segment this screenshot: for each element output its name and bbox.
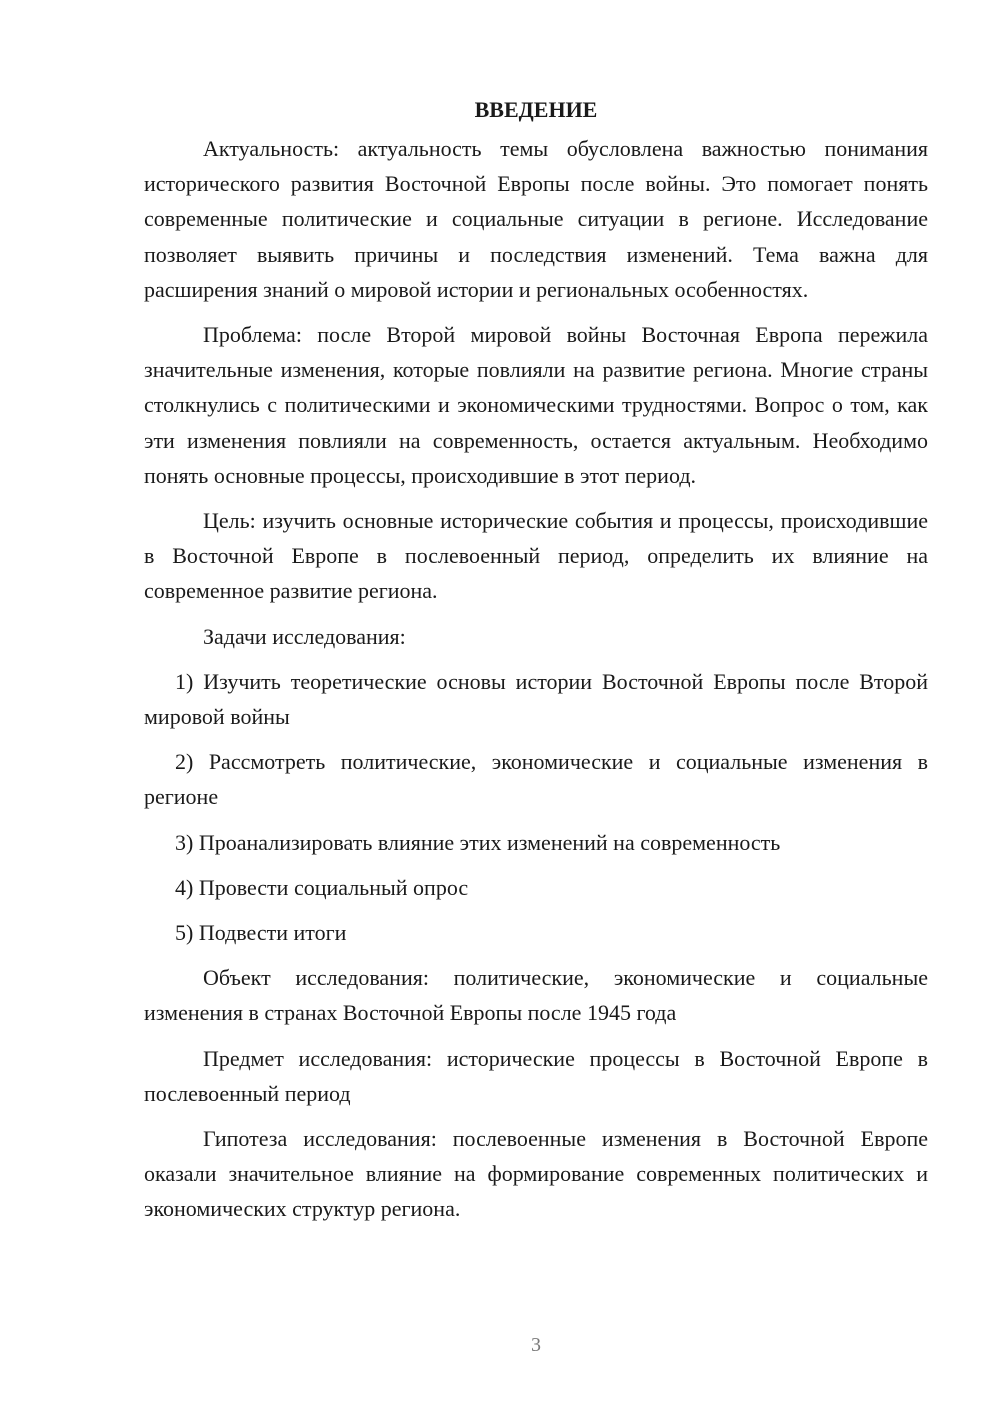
task-item-2: 2) Рассмотреть политические, экономические и социальные изменения в регионе <box>144 749 928 810</box>
hypothesis-paragraph: Гипотеза исследования: послевоенные изменения в Восточной Европе оказали значительное влияние на формирование современных политических и экономических структур региона. <box>144 1126 928 1222</box>
relevance-paragraph: Актуальность: актуальность темы обусловлена важностью понимания исторического развития Восточной Европы после войны. Это помогает понять современные политические и социальные ситуации в регионе. Исследование позволяет выявить причины и последствия изменений. Тема важна для расширения знаний о мировой истории и региональных особенностях. <box>144 136 928 302</box>
object-paragraph: Объект исследования: политические, экономические и социальные изменения в странах Восточной Европы после 1945 года <box>144 965 928 1026</box>
problem-paragraph: Проблема: после Второй мировой войны Восточная Европа пережила значительные изменения, которые повлияли на развитие региона. Многие страны столкнулись с политическими и экономическими трудностями. Вопрос о том, как эти изменения повлияли на современность, остается актуальным. Необходимо понять основные процессы, происходившие в этот период. <box>144 322 928 488</box>
page-number: 3 <box>531 1334 541 1356</box>
task-item-1: 1) Изучить теоретические основы истории Восточной Европы после Второй мировой войны <box>144 668 928 730</box>
document-page <box>144 92 928 1237</box>
subject-paragraph: Предмет исследования: исторические процессы в Восточной Европе в послевоенный период <box>144 1045 928 1106</box>
goal-paragraph: Цель: изучить основные исторические события и процессы, происходившие в Восточной Европе в послевоенный период, определить их влияние на современное развитие региона. <box>144 508 928 604</box>
task-item-4: 4) Провести социальный опрос <box>175 874 469 900</box>
tasks-heading: Задачи исследования: <box>203 623 406 649</box>
document-heading: ВВЕДЕНИЕ <box>474 97 598 122</box>
task-item-3: 3) Проанализировать влияние этих изменений на современность <box>175 829 781 855</box>
task-item-5: 5) Подвести итоги <box>175 920 347 946</box>
